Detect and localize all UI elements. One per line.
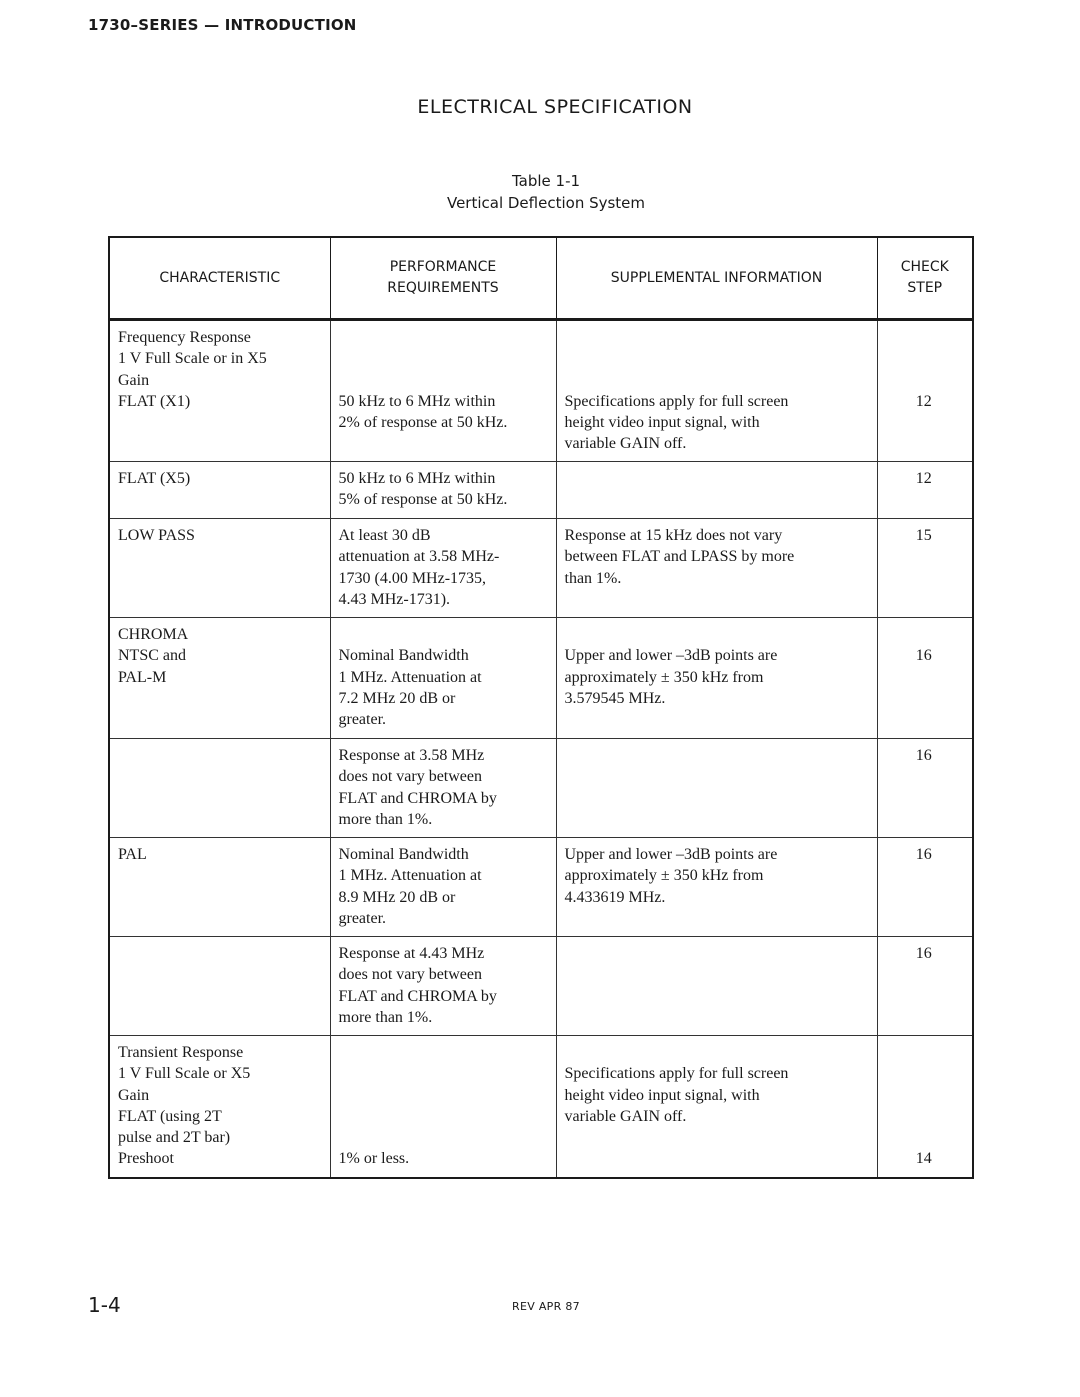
- table-row: [109, 462, 973, 519]
- table-caption: Vertical Deflection System: [446, 194, 646, 212]
- check-step-cell: 12: [877, 462, 973, 519]
- table-header-row: [109, 237, 973, 320]
- table-row: [109, 838, 973, 937]
- running-head: 1730–SERIES — INTRODUCTION: [88, 16, 357, 34]
- supplemental-cell: [556, 937, 877, 1036]
- characteristic-cell: PAL: [109, 838, 330, 937]
- table-number: Table 1-1: [511, 172, 581, 190]
- characteristic-cell: Frequency Response 1 V Full Scale or in X5 Gain FLAT (X1): [109, 320, 330, 462]
- performance-cell: Nominal Bandwidth 1 MHz. Attenuation at 8.9 MHz 20 dB or greater.: [330, 838, 556, 937]
- characteristic-cell: [109, 937, 330, 1036]
- supplemental-cell: Upper and lower –3dB points are approximately ± 350 kHz from 4.433619 MHz.: [556, 838, 877, 937]
- supplemental-cell: Upper and lower –3dB points are approximately ± 350 kHz from 3.579545 MHz.: [556, 618, 877, 739]
- performance-cell: Nominal Bandwidth 1 MHz. Attenuation at 7.2 MHz 20 dB or greater.: [330, 618, 556, 739]
- check-step-cell: 15: [877, 519, 973, 618]
- performance-cell: 50 kHz to 6 MHz within 2% of response at 50 kHz.: [330, 320, 556, 462]
- supplemental-cell: [556, 462, 877, 519]
- characteristic-cell: [109, 739, 330, 838]
- section-title: ELECTRICAL SPECIFICATION: [417, 96, 693, 118]
- table-row: [109, 320, 973, 462]
- check-step-cell: 16: [877, 937, 973, 1036]
- performance-cell: At least 30 dB attenuation at 3.58 MHz- 1730 (4.00 MHz-1735, 4.43 MHz-1731).: [330, 519, 556, 618]
- column-header-characteristic: CHARACTERISTIC: [109, 237, 330, 320]
- characteristic-cell: Transient Response 1 V Full Scale or X5 Gain FLAT (using 2T pulse and 2T bar) Preshoot: [109, 1036, 330, 1178]
- table-row: [109, 618, 973, 739]
- performance-cell: 50 kHz to 6 MHz within 5% of response at 50 kHz.: [330, 462, 556, 519]
- performance-cell: Response at 3.58 MHz does not vary between FLAT and CHROMA by more than 1%.: [330, 739, 556, 838]
- check-step-cell: 14: [877, 1036, 973, 1178]
- column-header-performance: PERFORMANCE REQUIREMENTS: [330, 237, 556, 320]
- specification-table: [108, 236, 974, 1179]
- column-header-supplemental: SUPPLEMENTAL INFORMATION: [556, 237, 877, 320]
- table-row: [109, 519, 973, 618]
- supplemental-cell: Specifications apply for full screen height video input signal, with variable GAIN off.: [556, 320, 877, 462]
- revision-date: REV APR 87: [512, 1300, 580, 1313]
- table-row: [109, 739, 973, 838]
- check-step-cell: 16: [877, 618, 973, 739]
- check-step-cell: 16: [877, 739, 973, 838]
- table-row: [109, 1036, 973, 1178]
- supplemental-cell: Specifications apply for full screen height video input signal, with variable GAIN off.: [556, 1036, 877, 1178]
- column-header-check-step: CHECK STEP: [877, 237, 973, 320]
- supplemental-cell: [556, 739, 877, 838]
- performance-cell: 1% or less.: [330, 1036, 556, 1178]
- characteristic-cell: LOW PASS: [109, 519, 330, 618]
- characteristic-cell: CHROMA NTSC and PAL-M: [109, 618, 330, 739]
- check-step-cell: 12: [877, 320, 973, 462]
- table-row: [109, 937, 973, 1036]
- characteristic-cell: FLAT (X5): [109, 462, 330, 519]
- check-step-cell: 16: [877, 838, 973, 937]
- page-number: 1-4: [88, 1293, 121, 1317]
- performance-cell: Response at 4.43 MHz does not vary between FLAT and CHROMA by more than 1%.: [330, 937, 556, 1036]
- supplemental-cell: Response at 15 kHz does not vary between FLAT and LPASS by more than 1%.: [556, 519, 877, 618]
